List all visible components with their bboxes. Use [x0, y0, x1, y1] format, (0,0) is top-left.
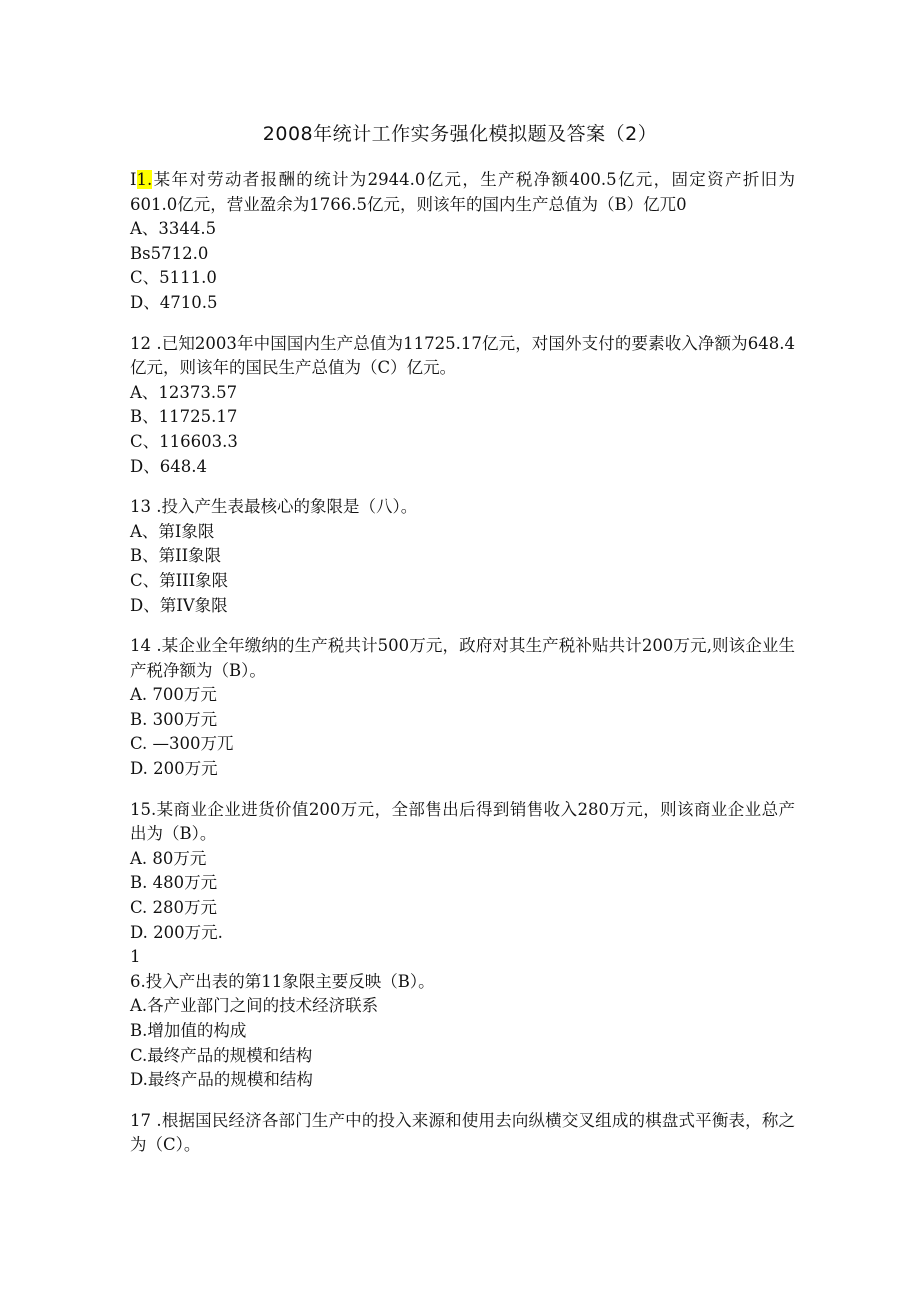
stray-number: 1 [130, 947, 141, 967]
question-stem: 15.某商业企业进货价值200万元，全部售出后得到销售收入280万元，则该商业企业总产出为（B）。 [130, 799, 795, 844]
question-11 [130, 168, 795, 316]
option-b: B. 480万元 [130, 873, 218, 893]
option-c: C、5111.0 [130, 268, 217, 288]
option-b: B.增加值的构成 [130, 1021, 247, 1040]
option-b: B、11725.17 [130, 407, 238, 427]
option-b: Bs5712.0 [130, 243, 209, 263]
option-d: D.最终产品的规模和结构 [130, 1070, 313, 1090]
question-17 [130, 1109, 795, 1158]
highlighted-number: 1. [136, 170, 153, 189]
option-d: D、第IV象限 [130, 595, 228, 615]
question-list [130, 168, 795, 1174]
question-stem: 12 .已知2003年中国国内生产总值为11725.17亿元，对国外支付的要素收入净额为648.4亿元，则该年的国民生产总值为（C）亿元。 [130, 333, 795, 378]
question-stem [130, 168, 795, 217]
question-15 [130, 798, 795, 970]
option-a: A. 80万元 [130, 848, 207, 868]
option-d: D、4710.5 [130, 292, 218, 312]
option-b: B、第II象限 [130, 546, 222, 566]
question-stem: 6.投入产出表的第11象限主要反映（B）。 [130, 971, 435, 991]
option-a: A、3344.5 [130, 219, 217, 239]
option-a: A、12373.57 [130, 382, 238, 402]
option-c: C、第III象限 [130, 570, 229, 590]
option-a: A.各产业部门之间的技术经济联系 [130, 996, 379, 1016]
question-stem: 17 .根据国民经济各部门生产中的投入来源和使用去向纵横交叉组成的棋盘式平衡表，称之为（C）。 [130, 1110, 795, 1155]
option-a: A、第I象限 [130, 521, 215, 541]
question-text: 某年对劳动者报酬的统计为2944.0亿元，生产税净额400.5亿元，固定资产折旧为601.0亿元，营业盈余为1766.5亿元，则该年的国内生产总值为（B）亿兀0 [130, 170, 795, 214]
option-a: A. 700万元 [130, 685, 217, 705]
question-prefix: I [130, 170, 137, 189]
question-stem: 14 .某企业全年缴纳的生产税共计500万元，政府对其生产税补贴共计200万元,则该企业生产税净额为（B）。 [130, 636, 795, 680]
question-13 [130, 495, 795, 618]
option-d: D. 200万元. [130, 922, 223, 942]
option-c: C.最终产品的规模和结构 [130, 1045, 313, 1065]
option-c: C. —300万兀 [130, 734, 234, 754]
option-d: D. 200万元 [130, 759, 218, 779]
option-c: C. 280万元 [130, 898, 218, 918]
question-16 [130, 970, 795, 1093]
option-c: C、116603.3 [130, 431, 238, 451]
question-14 [130, 634, 795, 782]
page-title: 2008年统计工作实务强化模拟题及答案（2） [262, 123, 658, 145]
question-12 [130, 332, 795, 480]
question-stem: 13 .投入产生表最核心的象限是（八）。 [130, 497, 418, 517]
option-b: B. 300万元 [130, 709, 218, 729]
option-d: D、648.4 [130, 456, 207, 476]
